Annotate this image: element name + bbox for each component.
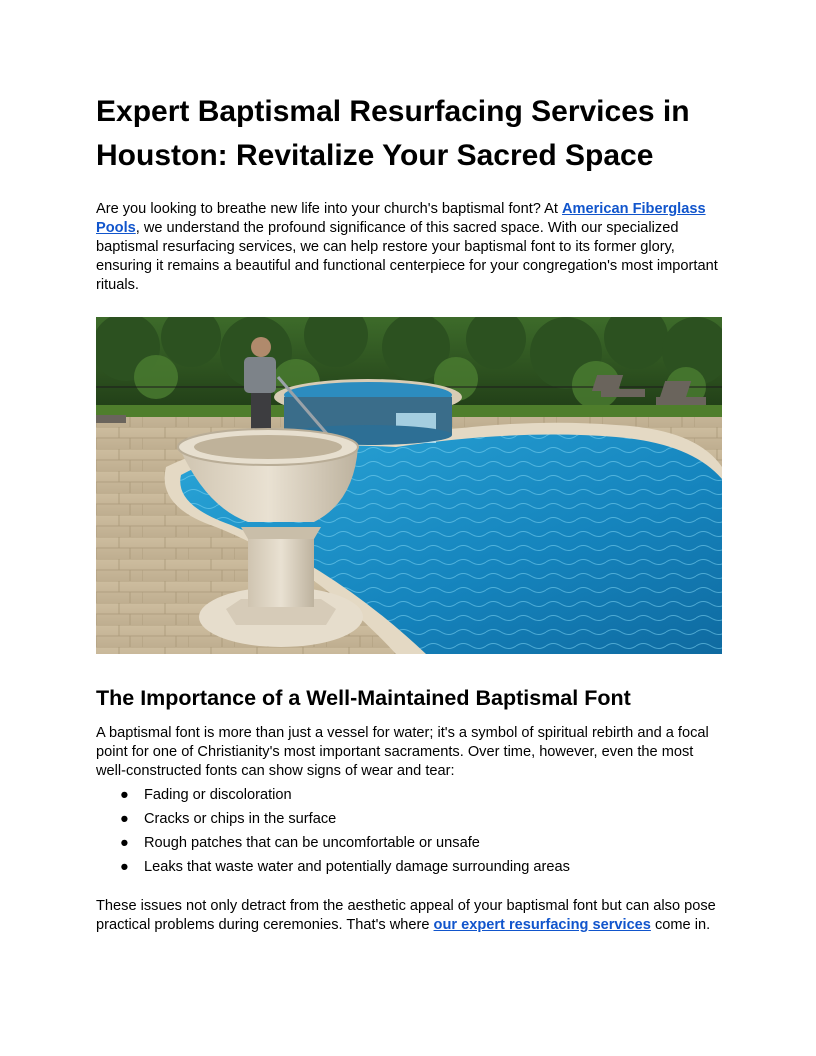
- list-item: [96, 831, 722, 855]
- list-item: [96, 783, 722, 807]
- section-heading: The Importance of a Well-Maintained Baptismal Font: [96, 686, 631, 710]
- closing-text-before: These issues not only detract from the aesthetic appeal of your baptismal font but can also pose practical problems during ceremonies. That's where: [96, 898, 716, 933]
- bullet-icon: ●: [120, 787, 129, 803]
- list-item-text: Fading or discoloration: [144, 787, 292, 803]
- bullet-icon: ●: [120, 835, 129, 851]
- bullet-icon: ●: [120, 811, 129, 827]
- baptismal-font-pool-photo: [96, 317, 722, 654]
- intro-text-before: Are you looking to breathe new life into your church's baptismal font? At: [96, 201, 562, 217]
- list-item-text: Rough patches that can be uncomfortable or unsafe: [144, 835, 480, 851]
- section-paragraph: A baptismal font is more than just a vessel for water; it's a symbol of spiritual rebirth and a focal point for one of Christianity's most important sacraments. Over time, however, even the most well-constructed fonts can show signs of wear and tear:: [96, 725, 709, 779]
- expert-resurfacing-services-link[interactable]: our expert resurfacing services: [433, 917, 651, 933]
- intro-paragraph: [96, 200, 722, 295]
- signs-of-wear-list: [96, 783, 722, 879]
- list-item-text: Cracks or chips in the surface: [144, 811, 337, 827]
- intro-text-after: , we understand the profound significance of this sacred space. With our specialized baptismal resurfacing services, we can help restore your baptismal font to its former glory, ensuring it remains a beautiful and functional centerpiece for your congregation's most important rituals.: [96, 220, 718, 293]
- closing-text-after: come in.: [650, 917, 711, 933]
- document-page: [96, 90, 722, 935]
- american-fiberglass-pools-link[interactable]: American Fiberglass Pools: [96, 201, 706, 236]
- bullet-icon: ●: [120, 859, 129, 875]
- list-item: [96, 855, 722, 879]
- closing-paragraph: [96, 897, 722, 935]
- list-item-text: Leaks that waste water and potentially damage surrounding areas: [144, 859, 570, 875]
- page-title: Expert Baptismal Resurfacing Services in Houston: Revitalize Your Sacred Space: [96, 95, 690, 172]
- list-item: [96, 807, 722, 831]
